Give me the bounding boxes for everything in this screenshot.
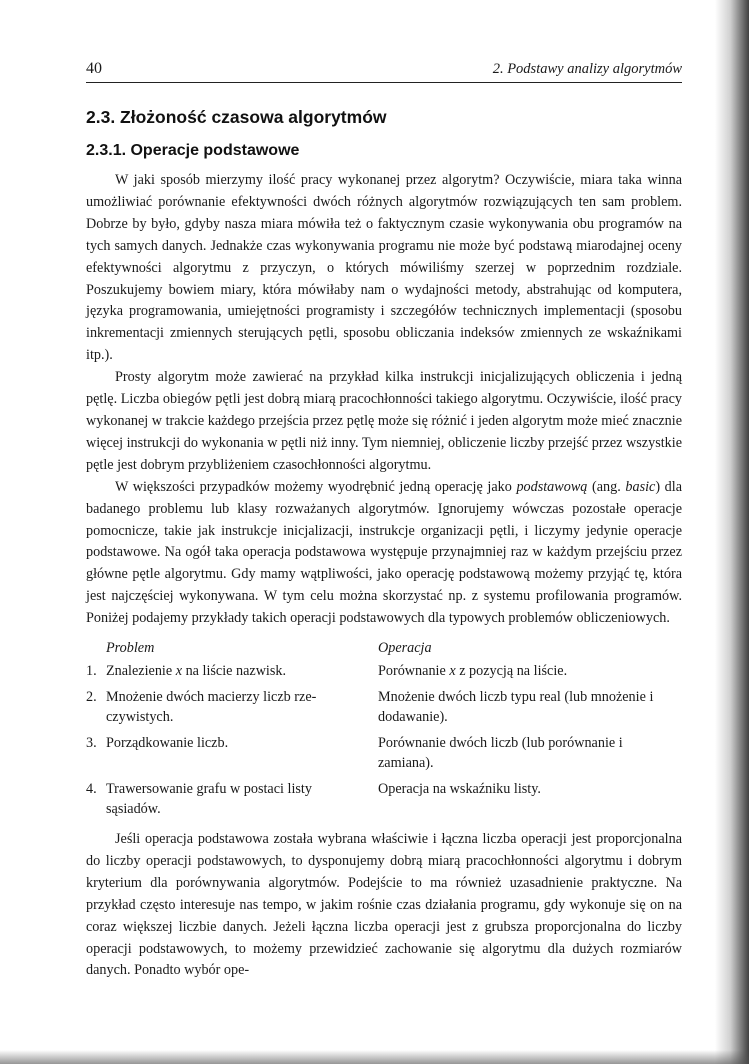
header-operation: Operacja	[378, 640, 432, 657]
header-problem: Problem	[106, 640, 155, 657]
paragraph-3	[86, 477, 682, 630]
table-row	[86, 661, 682, 681]
row-operation: Porównanie dwóch liczb (lub porównanie i zamiana).	[378, 735, 623, 772]
table-row	[86, 779, 682, 819]
row-problem: Mnożenie dwóch macierzy liczb rzeczywistych.	[106, 689, 317, 726]
row-problem: Porządkowanie liczb.	[106, 735, 229, 752]
page-edge-shadow	[715, 0, 749, 1064]
section-heading: 2.3. Złożoność czasowa algorytmów	[86, 107, 387, 127]
paragraph-2: Prosty algorytm może zawierać na przykład kilka instrukcji inicjalizujących obliczenia i jedną pętlę. Liczba obiegów pętli jest dobrą miarą pracochłonności takiego algorytmu. Oczywiście, ilość pracy wykonanej w trakcie każdego przejścia przez pętlę może się różnić i jeden algorytm może mieć znacznie więcej instrukcji do wykonania w pętli niż inny. Tym niemniej, obliczenie liczby przejść przez wszystkie pętle jest dobrym przybliżeniem czasochłonności algorytmu.	[86, 369, 682, 473]
paragraph-3-text-b: (ang.	[587, 478, 626, 495]
row-operation: Operacja na wskaźniku listy.	[378, 781, 541, 798]
term-basic: basic	[625, 478, 656, 495]
page-bottom-shadow	[0, 1050, 749, 1064]
running-head	[86, 56, 682, 83]
problem-operation-table	[86, 638, 682, 819]
paragraph-1: W jaki sposób mierzymy ilość pracy wykonanej przez algorytm? Oczywiście, miara taka winna umożliwiać porównanie efektywności dwóch różnych algorytmów rozwiązujących ten sam problem. Dobrze by było, gdyby nasza miara mówiła też o faktycznym czasie wykonywania obu programów na tych samych danych. Jednakże czas wykonywania programu nie może być podstawą miarodajnej oceny efektywności algorytmu z przyczyn, o których mówiliśmy szerzej w poprzednim rozdziale. Poszukujemy bowiem miary, która mówiłaby nam o wydajności metody, abstrahując od komputera, języka programowania, umiejętności programisty i szczegółów technicznych implementacji (sposobu inkrementacji zmiennych sterujących pętli, sposobu obliczania indeksów zmiennych ze wskaźnikami itp.).	[86, 172, 682, 364]
row-operation-text-b: z pozycją na liście.	[455, 663, 568, 680]
term-podstawowa: podstawową	[516, 478, 588, 495]
paragraph-3-text-c: ) dla badanego problemu lub klasy rozważanych algorytmów. Ignorujemy wówczas pozostałe operacje pomocnicze, takie jak instrukcje inicjalizacji, instrukcje organizacji pętli, i liczymy jedynie operacje podstawowe. Na ogół taka operacja podstawowa występuje przynajmniej raz w każdym przejściu przez główne pętle algorytmu. Gdy mamy wątpliwości, jako operację podstawową możemy przyjąć tę, która jest najczęściej wykonywana. W tym celu można skorzystać np. z systemu profilowania programów. Poniżej podajemy przykłady takich operacji podstawowych dla typowych problemów obliczeniowych.	[86, 478, 682, 627]
table-row	[86, 733, 682, 773]
row-number: 3.	[86, 735, 97, 752]
variable-x: x	[175, 663, 183, 680]
row-operation: Mnożenie dwóch liczb typu real (lub mnożenie i dodawanie).	[378, 689, 654, 726]
row-number: 1.	[86, 663, 97, 680]
chapter-title: 2. Podstawy analizy algorytmów	[492, 61, 682, 77]
variable-x: x	[449, 663, 456, 680]
row-problem-text-b: na liście nazwisk.	[182, 663, 287, 680]
row-problem-text-a: Znalezienie	[106, 663, 176, 680]
row-problem	[106, 661, 361, 681]
row-number: 4.	[86, 781, 97, 798]
row-problem: Trawersowanie grafu w postaci listy sąsiadów.	[106, 781, 312, 818]
book-page	[86, 56, 682, 982]
subsection-heading: 2.3.1. Operacje podstawowe	[86, 142, 300, 159]
row-operation-text-a: Porównanie	[378, 663, 450, 680]
table-row	[86, 687, 682, 727]
paragraph-3-text-a: W większości przypadków możemy wyodrębnić jedną operację jako	[115, 478, 517, 495]
row-operation	[376, 661, 663, 681]
table-header	[86, 638, 682, 658]
row-number: 2.	[86, 689, 97, 706]
paragraph-4: Jeśli operacja podstawowa została wybrana właściwie i łączna liczba operacji jest proporcjonalna do liczby operacji podstawowych, to dysponujemy dobrą miarą pracochłonności algorytmu i dobrym kryterium dla porównywania algorytmów. Podejście to ma również uzasadnienie praktyczne. Na przykład często interesuje nas tempo, w jakim rośnie czas działania programu, gdy wykonuje się on na coraz większej liczbie danych. Jeżeli łączna liczba operacji jest z grubsza proporcjonalna do liczby operacji podstawowych, to możemy przewidzieć zachowanie się algorytmu dla dużych rozmiarów danych. Ponadto wybór ope-	[86, 831, 682, 979]
page-number: 40	[86, 60, 102, 77]
